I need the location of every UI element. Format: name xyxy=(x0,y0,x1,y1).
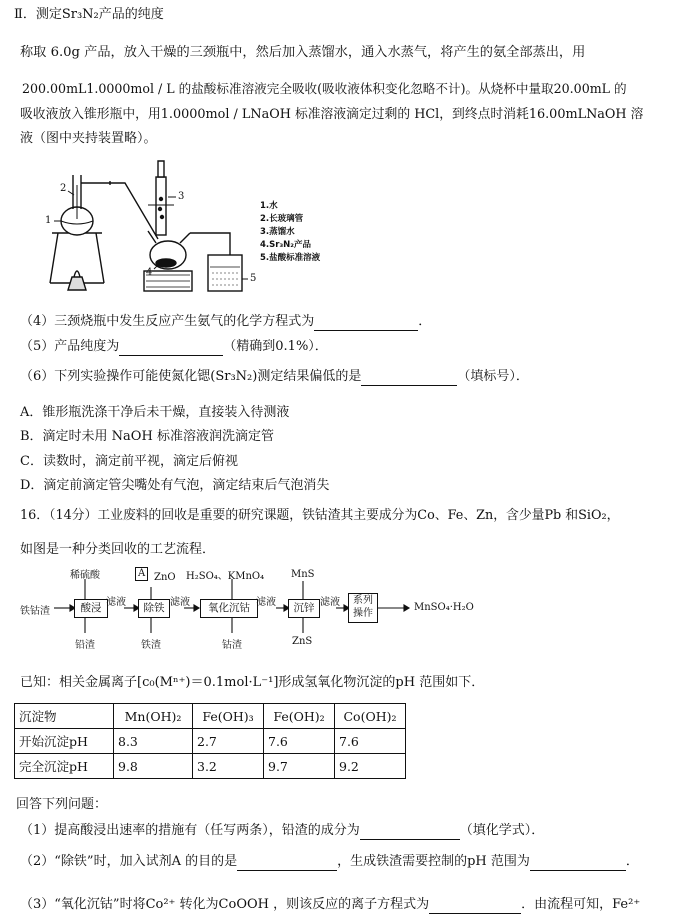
question-text: （2）“除铁”时，加入试剂A 的目的是 xyxy=(20,854,238,869)
answer-blank[interactable] xyxy=(360,825,460,840)
question-4 xyxy=(20,313,431,331)
answer-blank[interactable] xyxy=(429,899,521,914)
table-header: 沉淀物 xyxy=(15,704,114,729)
sub-question-1 xyxy=(20,822,544,840)
question-text: （3）“氧化沉钴”时将Co²⁺ 转化为CoOOH ，则该反应的离子方程式为 xyxy=(20,897,430,912)
question-text: ，生成铁渣需要控制的pH 范围为 xyxy=(337,854,530,869)
table-cell: 9.7 xyxy=(264,754,335,779)
table-header: Fe(OH)₃ xyxy=(193,704,264,729)
option-b: B．滴定时未用 NaOH 标准溶液润洗滴定管 xyxy=(20,429,274,444)
table-cell: 9.2 xyxy=(335,754,406,779)
table-cell: 7.6 xyxy=(335,729,406,754)
legend-item: 3.蒸馏水 xyxy=(260,227,295,237)
apparatus-label-5: 5 xyxy=(250,273,257,284)
table-cell: 2.7 xyxy=(193,729,264,754)
filtrate-label: 滤液 xyxy=(320,597,340,608)
legend-item: 4.Sr₃N₂产品 xyxy=(260,240,312,250)
question-5 xyxy=(20,338,328,356)
reagent-a: A xyxy=(135,567,148,581)
flow-input: 铁钴渣 xyxy=(20,606,50,617)
question-suffix: （填标号）． xyxy=(457,369,529,384)
answer-blank[interactable] xyxy=(361,371,457,386)
flow-step-series-operation: 系列 操作 xyxy=(348,593,378,623)
table-cell: 9.8 xyxy=(114,754,193,779)
filtrate-label: 滤液 xyxy=(256,597,276,608)
residue-zns: ZnS xyxy=(292,636,313,647)
table-header-row xyxy=(15,704,406,729)
apparatus-legend xyxy=(260,200,320,265)
question-suffix: ．由流程可知，Fe²⁺ xyxy=(521,897,641,912)
reagent-h2so4-kmno4: H₂SO₄、KMnO₄ xyxy=(186,571,265,582)
reagent-mns: MnS xyxy=(291,569,315,580)
paragraph-line: 称取 6.0g 产品，放入干燥的三颈瓶中，然后加入蒸馏水，通入水蒸气，将产生的氨全部蒸出，用 xyxy=(20,45,586,60)
flow-step-acid-leach: 酸浸 xyxy=(74,599,108,618)
legend-item: 5.盐酸标准溶液 xyxy=(260,253,321,263)
residue-iron: 铁渣 xyxy=(141,640,161,651)
paragraph-line: 吸收液放入锥形瓶中，用1.0000mol / LNaOH 标准溶液滴定过剩的 HCl，到终点时消耗16.00mLNaOH 溶 xyxy=(20,107,644,122)
answer-blank[interactable] xyxy=(119,341,223,356)
section-title: Ⅱ．测定Sr₃N₂产品的纯度 xyxy=(14,7,164,22)
table-cell: 开始沉淀pH xyxy=(15,729,114,754)
apparatus-label-2: 2 xyxy=(60,183,67,194)
table-cell: 完全沉淀pH xyxy=(15,754,114,779)
table-row xyxy=(15,754,406,779)
filtrate-label: 滤液 xyxy=(106,597,126,608)
reagent-zno: ZnO xyxy=(154,572,176,583)
legend-item: 2.长玻璃管 xyxy=(260,214,304,224)
question-text: （1）提高酸浸出速率的措施有（任写两条），铅渣的成分为 xyxy=(20,823,360,838)
question-6 xyxy=(20,368,529,386)
sub-question-3 xyxy=(20,896,640,914)
table-header: Fe(OH)₂ xyxy=(264,704,335,729)
question-suffix: （精确到0.1%）． xyxy=(223,339,328,354)
apparatus-label-3: 3 xyxy=(178,191,185,202)
flow-product: MnSO₄·H₂O xyxy=(414,602,474,613)
question-text: （5）产品纯度为 xyxy=(20,339,120,354)
table-header: Co(OH)₂ xyxy=(335,704,406,729)
question-text: （6）下列实验操作可能使氮化锶(Sr₃N₂)测定结果偏低的是 xyxy=(20,369,362,384)
option-a: A．锥形瓶洗涤干净后未干燥，直接装入待测液 xyxy=(20,405,290,420)
paragraph-line: 液（图中夹持装置略）。 xyxy=(20,131,157,146)
answer-blank[interactable] xyxy=(237,856,337,871)
table-cell: 7.6 xyxy=(264,729,335,754)
question-suffix: ． xyxy=(418,314,432,329)
question-16-line: 如图是一种分类回收的工艺流程． xyxy=(20,542,216,557)
residue-cobalt: 钴渣 xyxy=(222,640,242,651)
apparatus-label-4: 4 xyxy=(146,267,153,278)
known-condition: 已知：相关金属离子[c₀(Mⁿ⁺)＝0.1mol·L⁻¹]形成氢氧化物沉淀的pH 范围如下． xyxy=(20,675,485,690)
table-header: Mn(OH)₂ xyxy=(114,704,193,729)
option-d: D．滴定前滴定管尖嘴处有气泡，滴定结束后气泡消失 xyxy=(20,478,330,493)
ph-table xyxy=(14,703,406,779)
reagent-sulfuric-acid: 稀硫酸 xyxy=(70,570,100,581)
answer-blank[interactable] xyxy=(530,856,626,871)
table-cell: 8.3 xyxy=(114,729,193,754)
legend-item: 1.水 xyxy=(260,201,278,211)
residue-lead: 铅渣 xyxy=(75,640,95,651)
apparatus-label-1: 1 xyxy=(45,215,52,226)
sub-question-2 xyxy=(20,853,639,871)
answer-blank[interactable] xyxy=(314,316,418,331)
filtrate-label: 滤液 xyxy=(170,597,190,608)
process-flow xyxy=(20,563,500,655)
question-16-line: 16．（14分）工业废料的回收是重要的研究课题，铁钴渣其主要成分为Co、Fe、Zn，含少量Pb 和SiO₂， xyxy=(20,508,620,523)
option-c: C．读数时，滴定前平视，滴定后俯视 xyxy=(20,454,238,469)
apparatus-diagram xyxy=(40,155,280,305)
flow-step-iron-removal: 除铁 xyxy=(138,599,170,618)
question-text: （4）三颈烧瓶中发生反应产生氨气的化学方程式为 xyxy=(20,314,315,329)
question-suffix: ． xyxy=(625,854,639,869)
flow-step-cobalt-precipitation: 氧化沉钴 xyxy=(200,599,258,618)
table-row xyxy=(15,729,406,754)
table-cell: 3.2 xyxy=(193,754,264,779)
flow-step-zinc-precipitation: 沉锌 xyxy=(288,599,320,618)
answer-intro: 回答下列问题： xyxy=(16,797,108,812)
question-suffix: （填化学式）． xyxy=(459,823,545,838)
paragraph-line: 200.00mL1.0000mol / L 的盐酸标准溶液完全吸收(吸收液体积变化忽略不计)。从烧杯中量取20.00mL 的 xyxy=(22,81,627,96)
